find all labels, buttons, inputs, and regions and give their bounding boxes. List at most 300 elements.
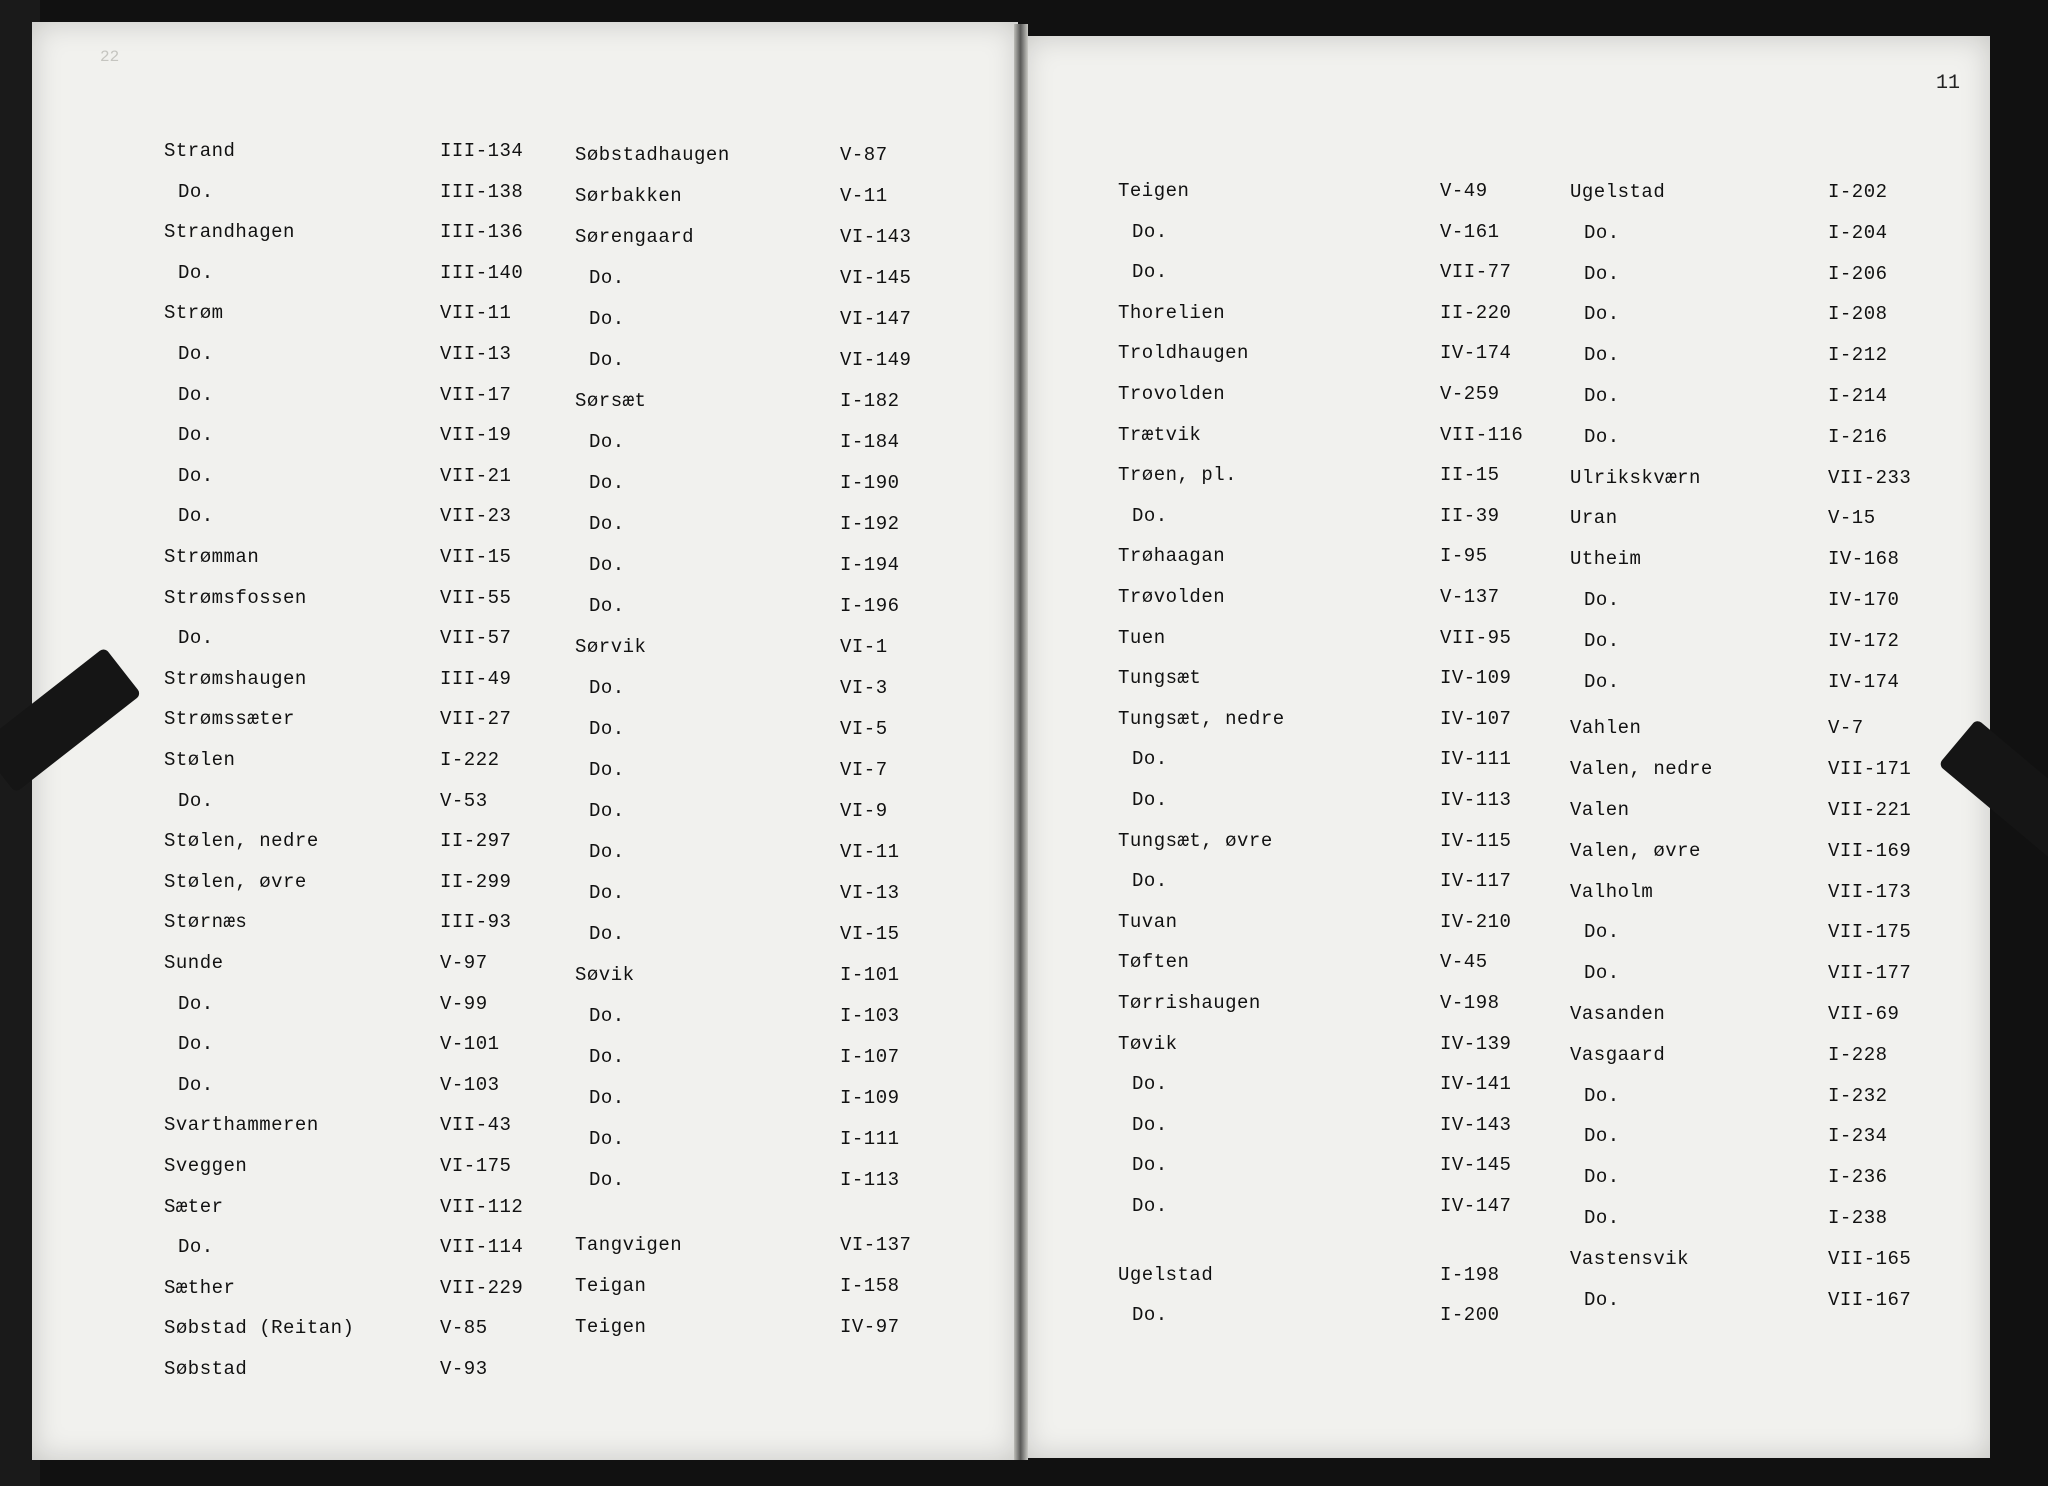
place-name: Do. [589,923,625,945]
index-entry [1570,1003,1958,1027]
place-name: Strømman [164,546,260,568]
index-entry [575,1169,970,1193]
place-name: Sørbakken [575,185,683,207]
volume-reference: I-192 [840,513,900,535]
volume-reference: V-15 [1828,507,1876,530]
index-entry [164,871,570,895]
place-name: Do. [589,1169,625,1191]
place-name: Do. [178,992,214,1015]
volume-reference: V-11 [840,185,888,207]
volume-reference: VI-3 [840,677,888,699]
index-entry [1570,671,1958,695]
index-entry [1118,708,1570,732]
index-entry [164,627,570,651]
volume-reference: V-49 [1440,180,1488,202]
place-name: Do. [1132,1073,1168,1096]
index-entry [1118,1114,1570,1138]
place-name: Søbstad [164,1358,248,1380]
index-entry [1118,789,1570,813]
index-entry [575,923,970,947]
place-name: Tuvan [1118,910,1178,933]
volume-reference: V-93 [440,1358,488,1380]
index-entry [575,841,970,865]
index-entry [164,1277,570,1301]
index-entry [575,677,970,701]
index-entry [1118,1073,1570,1097]
volume-reference: III-138 [440,180,524,203]
place-name: Sæter [164,1195,224,1218]
index-entry [1570,548,1958,572]
book-gutter [1014,24,1028,1460]
place-name: Do. [178,343,214,365]
index-entry [164,1317,570,1341]
place-name: Do. [1584,262,1620,285]
index-entry [164,343,570,367]
place-name: Vasgaard [1570,1043,1666,1066]
place-name: Do. [1584,303,1620,326]
volume-reference: I-234 [1828,1125,1888,1148]
volume-reference: VII-114 [440,1236,524,1259]
place-name: Do. [178,1033,214,1056]
index-entry [164,749,570,773]
volume-reference: VII-55 [440,586,512,609]
volume-reference: VII-95 [1440,626,1512,649]
place-name: Do. [178,1236,214,1259]
index-entry [1118,748,1570,772]
index-entry [164,1358,570,1382]
volume-reference: VII-173 [1828,880,1912,903]
place-name: Do. [589,1128,625,1150]
place-name: Troldhaugen [1118,342,1249,365]
place-name: Trætvik [1118,423,1202,446]
volume-reference: I-208 [1828,303,1888,326]
volume-reference: IV-174 [1828,670,1900,693]
volume-reference: VI-5 [840,718,888,740]
place-name: Do. [1584,1207,1620,1229]
volume-reference: VI-143 [840,226,912,248]
volume-reference: V-101 [440,1033,500,1056]
place-name: Teigen [1118,180,1190,202]
place-name: Stølen [164,749,236,771]
place-name: Tungsæt [1118,667,1202,690]
index-entry [164,546,570,570]
index-entry [575,1234,970,1258]
index-entry [1118,992,1570,1016]
volume-reference: I-196 [840,595,900,617]
place-name: Do. [1584,1288,1620,1311]
place-name: Do. [1584,425,1620,448]
place-name: Do. [589,677,625,699]
volume-reference: VII-17 [440,383,512,406]
volume-reference: VI-13 [840,882,900,904]
volume-reference: I-182 [840,390,900,412]
place-name: Do. [1132,261,1168,284]
index-entry [575,800,970,824]
volume-reference: III-134 [440,140,524,162]
volume-reference: I-194 [840,554,900,576]
volume-reference: VII-13 [440,343,512,365]
place-name: Do. [178,789,214,812]
place-name: Strømsfossen [164,586,307,609]
volume-reference: V-103 [440,1073,500,1096]
place-name: Vasanden [1570,1003,1666,1025]
volume-reference: VII-165 [1828,1247,1912,1270]
volume-reference: VII-15 [440,546,512,568]
index-entry [1570,303,1958,327]
volume-reference: VI-145 [840,267,912,289]
volume-reference: V-7 [1828,717,1864,740]
index-entry [1570,1289,1958,1313]
place-name: Do. [1132,870,1168,893]
place-name: Do. [1132,1195,1168,1217]
place-name: Valen, nedre [1570,758,1713,781]
volume-reference: IV-172 [1828,629,1900,652]
index-entry [1118,221,1570,245]
volume-reference: I-190 [840,472,900,494]
volume-reference: I-236 [1828,1166,1888,1189]
index-entry [164,952,570,976]
volume-reference: I-238 [1828,1207,1888,1229]
place-name: Trøvolden [1118,586,1226,608]
volume-reference: I-202 [1828,181,1888,203]
volume-reference: II-39 [1440,504,1500,527]
index-entry [1570,222,1958,246]
index-entry [1570,385,1958,409]
volume-reference: VII-77 [1440,261,1512,284]
index-entry [1118,627,1570,651]
volume-reference: IV-111 [1440,748,1512,771]
place-name: Thorelien [1118,301,1226,324]
index-entry [164,384,570,408]
volume-reference: V-53 [440,789,488,812]
place-name: Do. [1584,589,1620,611]
index-entry [1118,464,1570,488]
index-entry [575,185,970,209]
place-name: Do. [589,595,625,617]
place-name: Do. [1584,1125,1620,1148]
place-name: Sveggen [164,1155,248,1177]
volume-reference: IV-117 [1440,870,1512,893]
place-name: Do. [178,627,214,650]
index-entry [575,1316,970,1340]
place-name: Valholm [1570,880,1654,903]
index-entry [164,302,570,326]
volume-reference: I-212 [1828,344,1888,367]
index-entry [164,830,570,854]
index-entry [164,424,570,448]
volume-reference: I-214 [1828,385,1888,407]
index-entry [1118,586,1570,610]
index-entry [1570,758,1958,782]
volume-reference: VI-137 [840,1234,912,1256]
place-name: Strand [164,140,236,162]
index-entry [1118,1033,1570,1057]
volume-reference: V-85 [440,1317,488,1340]
volume-reference: VII-169 [1828,839,1912,862]
volume-reference: VII-175 [1828,921,1912,944]
volume-reference: VII-69 [1828,1003,1900,1025]
volume-reference: IV-145 [1440,1154,1512,1177]
place-name: Tøften [1118,951,1190,974]
place-name: Strømshaugen [164,667,307,690]
volume-reference: IV-141 [1440,1073,1512,1096]
index-entry [1118,505,1570,529]
place-name: Do. [1132,1113,1168,1136]
volume-reference: V-87 [840,144,888,166]
volume-reference: IV-139 [1440,1032,1512,1055]
volume-reference: I-228 [1828,1043,1888,1066]
index-entry [164,1155,570,1179]
place-name: Trøen, pl. [1118,464,1238,487]
volume-reference: VII-116 [1440,423,1524,446]
volume-reference: VII-221 [1828,799,1912,821]
place-name: Do. [589,1005,625,1027]
volume-reference: VII-11 [440,302,512,325]
index-entry [1570,507,1958,531]
place-name: Trovolden [1118,383,1226,405]
place-name: Søvik [575,964,635,986]
index-entry [164,587,570,611]
index-entry [164,993,570,1017]
volume-reference: I-232 [1828,1084,1888,1107]
place-name: Tangvigen [575,1234,683,1256]
index-entry [575,513,970,537]
place-name: Teigen [575,1316,647,1338]
volume-reference: V-198 [1440,992,1500,1014]
place-name: Do. [1584,629,1620,652]
volume-reference: I-103 [840,1005,900,1027]
place-name: Do. [1132,504,1168,527]
index-entry [164,140,570,164]
place-name: Do. [589,800,625,822]
index-entry [1118,180,1570,204]
index-entry [575,1275,970,1299]
place-name: Do. [589,882,625,904]
index-entry [575,636,970,660]
index-entry [1570,1207,1958,1231]
index-entry [164,1114,570,1138]
place-name: Do. [178,505,214,528]
index-entry [164,1074,570,1098]
index-entry [1570,467,1958,491]
index-entry [1570,717,1958,741]
volume-reference: I-107 [840,1046,900,1068]
index-entry [164,465,570,489]
volume-reference: V-45 [1440,951,1488,974]
volume-reference: II-297 [440,830,512,853]
volume-reference: V-137 [1440,586,1500,608]
volume-reference: VII-57 [440,627,512,650]
volume-reference: I-111 [840,1128,900,1150]
place-name: Ugelstad [1570,181,1666,203]
index-entry [1570,1085,1958,1109]
index-entry [575,226,970,250]
right-page [1024,36,1990,1458]
index-entry [164,181,570,205]
place-name: Ugelstad [1118,1263,1214,1286]
place-name: Søbstad (Reitan) [164,1317,355,1340]
volume-reference: VII-27 [440,708,512,731]
index-entry [1570,1044,1958,1068]
place-name: Do. [1132,1154,1168,1177]
index-entry [1570,181,1958,205]
index-entry [575,431,970,455]
index-entry [1118,261,1570,285]
place-name: Sørsæt [575,390,647,412]
index-entry [575,882,970,906]
volume-reference: I-158 [840,1275,900,1297]
place-name: Trøhaagan [1118,545,1226,568]
place-name: Vastensvik [1570,1247,1690,1270]
volume-reference: I-216 [1828,425,1888,448]
place-name: Do. [589,841,625,863]
volume-reference: VII-167 [1828,1288,1912,1311]
index-entry [1118,1154,1570,1178]
index-entry [575,964,970,988]
place-name: Do. [589,1087,625,1109]
place-name: Teigan [575,1275,647,1297]
place-name: Do. [589,759,625,781]
index-entry [1118,667,1570,691]
index-entry [575,1005,970,1029]
index-entry [575,759,970,783]
place-name: Do. [1132,220,1168,243]
volume-reference: VI-147 [840,308,912,330]
volume-reference: I-222 [440,749,500,771]
place-name: Sørvik [575,636,647,658]
volume-reference: V-161 [1440,220,1500,243]
place-name: Do. [1132,1304,1168,1327]
volume-reference: III-136 [440,221,524,244]
volume-reference: IV-109 [1440,667,1512,690]
place-name: Strøm [164,302,224,325]
volume-reference: V-259 [1440,383,1500,405]
volume-reference: I-200 [1440,1304,1500,1327]
page-number: 11 [1936,72,1961,95]
volume-reference: VI-175 [440,1155,512,1177]
place-name: Vahlen [1570,717,1642,740]
place-name: Tørrishaugen [1118,992,1261,1014]
index-entry [1118,1264,1570,1288]
volume-reference: VII-171 [1828,758,1912,781]
volume-reference: VI-15 [840,923,900,945]
index-entry [164,911,570,935]
volume-reference: V-97 [440,952,488,974]
place-name: Do. [589,349,625,371]
index-entry [1570,962,1958,986]
index-entry [164,221,570,245]
volume-reference: VI-9 [840,800,888,822]
place-name: Do. [1584,1084,1620,1107]
volume-reference: VII-112 [440,1195,524,1218]
place-name: Do. [589,1046,625,1068]
index-entry [1118,424,1570,448]
volume-reference: I-184 [840,431,900,453]
index-entry [1570,344,1958,368]
place-name: Do. [1584,1166,1620,1189]
volume-reference: IV-143 [1440,1113,1512,1136]
volume-reference: VII-177 [1828,962,1912,985]
volume-reference: VI-11 [840,841,900,863]
place-name: Do. [178,464,214,487]
index-entry [1118,545,1570,569]
index-entry [1570,1125,1958,1149]
place-name: Tøvik [1118,1032,1178,1055]
place-name: Tuen [1118,626,1166,649]
place-name: Do. [1584,221,1620,244]
place-name: Do. [178,180,214,203]
index-entry [1570,630,1958,654]
place-name: Ulrikskværn [1570,466,1701,489]
volume-reference: VII-229 [440,1276,524,1299]
place-name: Valen [1570,799,1630,821]
volume-reference: I-204 [1828,221,1888,244]
volume-reference: III-49 [440,667,512,690]
volume-reference: IV-113 [1440,789,1512,811]
place-name: Do. [1584,921,1620,944]
index-entry [575,308,970,332]
place-name: Tungsæt, øvre [1118,829,1273,852]
index-entry [164,505,570,529]
place-name: Do. [178,261,214,284]
place-name: Tungsæt, nedre [1118,707,1285,730]
volume-reference: I-206 [1828,262,1888,285]
place-name: Sæther [164,1276,236,1299]
index-entry [575,144,970,168]
volume-reference: IV-210 [1440,910,1512,933]
index-entry [1118,951,1570,975]
volume-reference: IV-170 [1828,589,1900,611]
index-entry [1570,1166,1958,1190]
place-name: Utheim [1570,548,1642,571]
index-entry [1118,911,1570,935]
index-entry [575,349,970,373]
index-entry [1118,830,1570,854]
place-name: Do. [589,718,625,740]
volume-reference: I-198 [1440,1263,1500,1286]
volume-reference: VI-7 [840,759,888,781]
volume-reference: IV-115 [1440,829,1512,852]
place-name: Do. [589,431,625,453]
place-name: Søbstadhaugen [575,144,730,166]
index-entry [164,1033,570,1057]
index-entry [575,718,970,742]
volume-reference: I-101 [840,964,900,986]
place-name: Strømssæter [164,708,295,731]
volume-reference: VII-43 [440,1114,512,1137]
place-name: Uran [1570,507,1618,530]
index-entry [1118,870,1570,894]
place-name: Do. [589,513,625,535]
volume-reference: IV-97 [840,1316,900,1338]
place-name: Do. [1584,670,1620,693]
place-name: Do. [1132,789,1168,811]
place-name: Stølen, nedre [164,830,319,853]
index-entry [575,554,970,578]
place-name: Strandhagen [164,221,295,244]
index-entry [575,267,970,291]
index-entry [1118,1304,1570,1328]
index-entry [575,595,970,619]
place-name: Do. [178,383,214,406]
index-entry [1118,342,1570,366]
left-page-faint-mark: 22 [100,48,120,66]
index-entry [164,668,570,692]
volume-reference: II-299 [440,870,512,893]
index-entry [1570,799,1958,823]
volume-reference: III-93 [440,911,512,934]
volume-reference: VII-23 [440,505,512,528]
